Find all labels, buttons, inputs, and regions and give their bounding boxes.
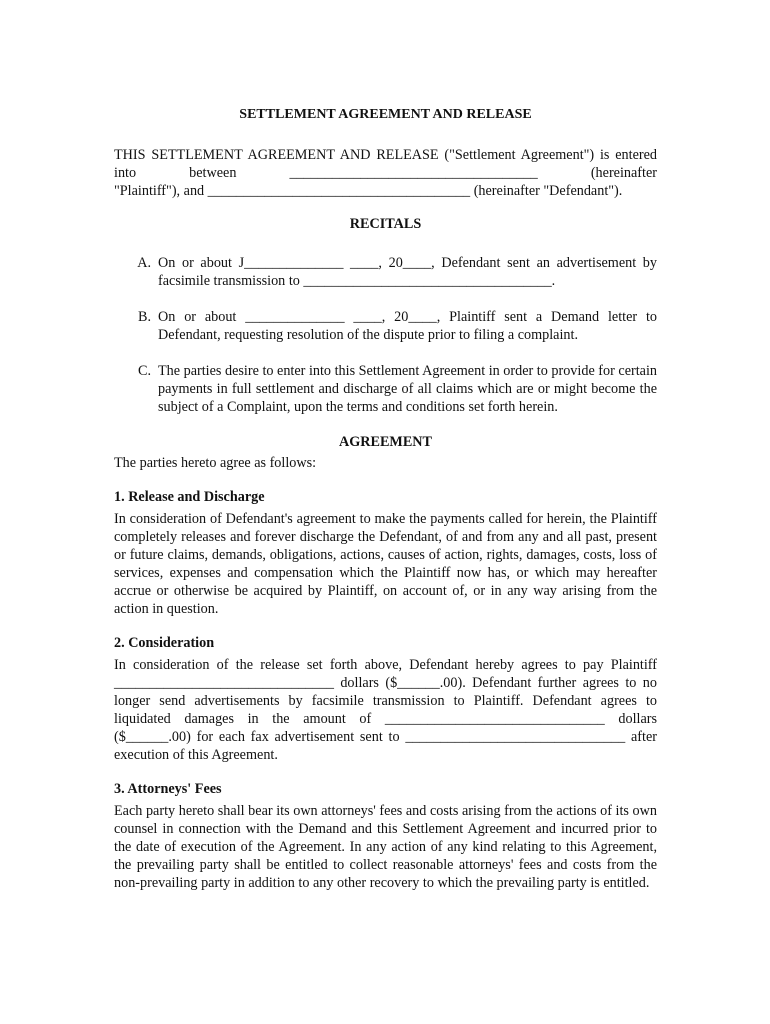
intro-line-1: THIS SETTLEMENT AGREEMENT AND RELEASE ("Settlement Agreement") is entered into between ___________________________________ (hereinafter — [114, 147, 657, 181]
recital-item-c — [114, 362, 657, 416]
recital-item-a — [114, 254, 657, 290]
recital-item-b — [114, 308, 657, 344]
intro-line-2: "Plaintiff"), and _____________________________________ (hereinafter "Defendant"). — [114, 183, 623, 199]
document-title: SETTLEMENT AGREEMENT AND RELEASE — [239, 107, 532, 122]
agreement-intro: The parties hereto agree as follows: — [114, 455, 317, 471]
intro-paragraph — [114, 146, 657, 200]
recital-letter: A. — [137, 255, 151, 271]
section-heading: 1. Release and Discharge — [114, 489, 265, 505]
agreement-heading: AGREEMENT — [338, 434, 432, 450]
agreement-section-release — [114, 488, 657, 618]
section-body: Each party hereto shall bear its own attorneys' fees and costs arising from the actions of its own counsel in connection with the Demand and this Settlement Agreement and incurred prior to the date of execution of the Agreement. In any action of any kind relating to this Agreement, the prevailing party shall be entitled to collect reasonable attorneys' fees and costs from the non-prevailing party in addition to any other recovery to which the prevailing party is entitled. — [114, 803, 657, 891]
recital-text: On or about J______________ ____, 20____, Defendant sent an advertisement by facsimile transmission to ___________________________________. — [158, 255, 657, 289]
section-heading: 3. Attorneys' Fees — [114, 781, 222, 797]
recital-letter: B. — [137, 309, 151, 325]
recital-text: The parties desire to enter into this Settlement Agreement in order to provide for certain payments in full settlement and discharge of all claims which are or might become the subject of a Complaint, upon the terms and conditions set forth herein. — [158, 363, 657, 415]
document-page — [114, 106, 657, 892]
section-heading: 2. Consideration — [114, 635, 215, 651]
recitals-list — [114, 254, 657, 416]
recital-text: On or about ______________ ____, 20____, Plaintiff sent a Demand letter to Defendant, requesting resolution of the dispute prior to filing a complaint. — [158, 309, 657, 343]
agreement-section-consideration — [114, 634, 657, 764]
recitals-heading: RECITALS — [349, 216, 422, 232]
recital-letter: C. — [137, 363, 151, 379]
agreement-section-attorneys-fees — [114, 780, 657, 892]
section-body: In consideration of Defendant's agreement to make the payments called for herein, the Plaintiff completely releases and forever discharge the Defendant, of and from any and all past, present or future claims, demands, obligations, actions, causes of action, rights, damages, costs, loss of services, expenses and compensation which the Plaintiff now has, or which may hereafter accrue or otherwise be acquired by Plaintiff, on account of, or in any way arising from the action in question. — [114, 511, 657, 617]
section-body: In consideration of the release set forth above, Defendant hereby agrees to pay Plaintiff _______________________________ dollars ($______.00). Defendant further agrees to no longer send advertisements by facsimile transmission to Plaintiff. Defendant agrees to liquidated damages in the amount of _______________________________ dollars ($______.00) for each fax advertisement sent to _______________________________ after execution of this Agreement. — [114, 657, 657, 763]
